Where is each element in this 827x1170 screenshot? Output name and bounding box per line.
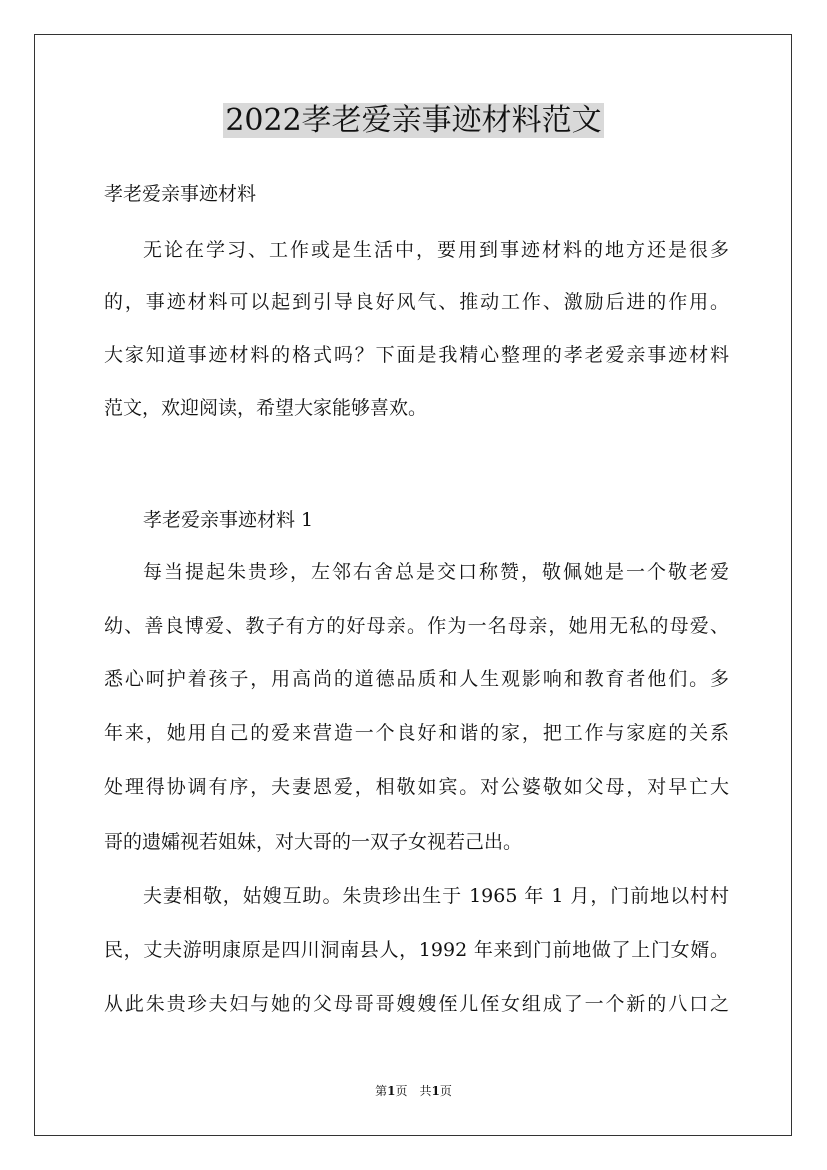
footer-page-current: 1 [387, 1084, 396, 1098]
footer-page-total: 1 [431, 1084, 440, 1098]
paragraph1-line-6: 哥的遗孀视若姐妹，对大哥的一双子女视若己出。 [104, 831, 523, 853]
footer-page-mid: 页 共 [395, 1084, 432, 1098]
document-heading: 孝老爱亲事迹材料 [104, 183, 257, 205]
paragraph2-line-1: 夫妻相敬，姑嫂互助。朱贵珍出生于 1965 年 1 月，门前地以村村 [143, 885, 729, 907]
intro-line-3: 大家知道事迹材料的格式吗？下面是我精心整理的孝老爱亲事迹材料 [104, 344, 729, 366]
paragraph1-line-5: 处理得协调有序，夫妻恩爱，相敬如宾。对公婆敬如父母，对早亡大 [104, 776, 729, 798]
paragraph1-line-1: 每当提起朱贵珍，左邻右舍总是交口称赞，敬佩她是一个敬老爱 [143, 561, 729, 583]
intro-line-1: 无论在学习、工作或是生活中，要用到事迹材料的地方还是很多 [143, 239, 729, 261]
paragraph1-line-3: 悉心呵护着孩子，用高尚的道德品质和人生观影响和教育者他们。多 [104, 668, 729, 690]
paragraph1-line-4: 年来，她用自己的爱来营造一个良好和谐的家，把工作与家庭的关系 [104, 722, 729, 744]
footer-page-suffix: 页 [439, 1084, 452, 1098]
document-title [0, 101, 827, 141]
paragraph1-line-2: 幼、善良博爱、教子有方的好母亲。作为一名母亲，她用无私的母爱、 [104, 615, 729, 637]
intro-line-2: 的，事迹材料可以起到引导良好风气、推动工作、激励后进的作用。 [104, 291, 729, 313]
page-footer [0, 1083, 827, 1099]
paragraph2-line-3: 从此朱贵珍夫妇与她的父母哥哥嫂嫂侄儿侄女组成了一个新的八口之 [104, 993, 729, 1015]
document-title-text: 2022孝老爱亲事迹材料范文 [225, 103, 602, 138]
section-title: 孝老爱亲事迹材料 1 [143, 509, 314, 531]
paragraph2-line-2: 民，丈夫游明康原是四川洞南县人，1992 年来到门前地做了上门女婿。 [104, 939, 729, 961]
footer-page-prefix: 第 [375, 1084, 388, 1098]
intro-line-4: 范文，欢迎阅读，希望大家能够喜欢。 [104, 397, 428, 419]
